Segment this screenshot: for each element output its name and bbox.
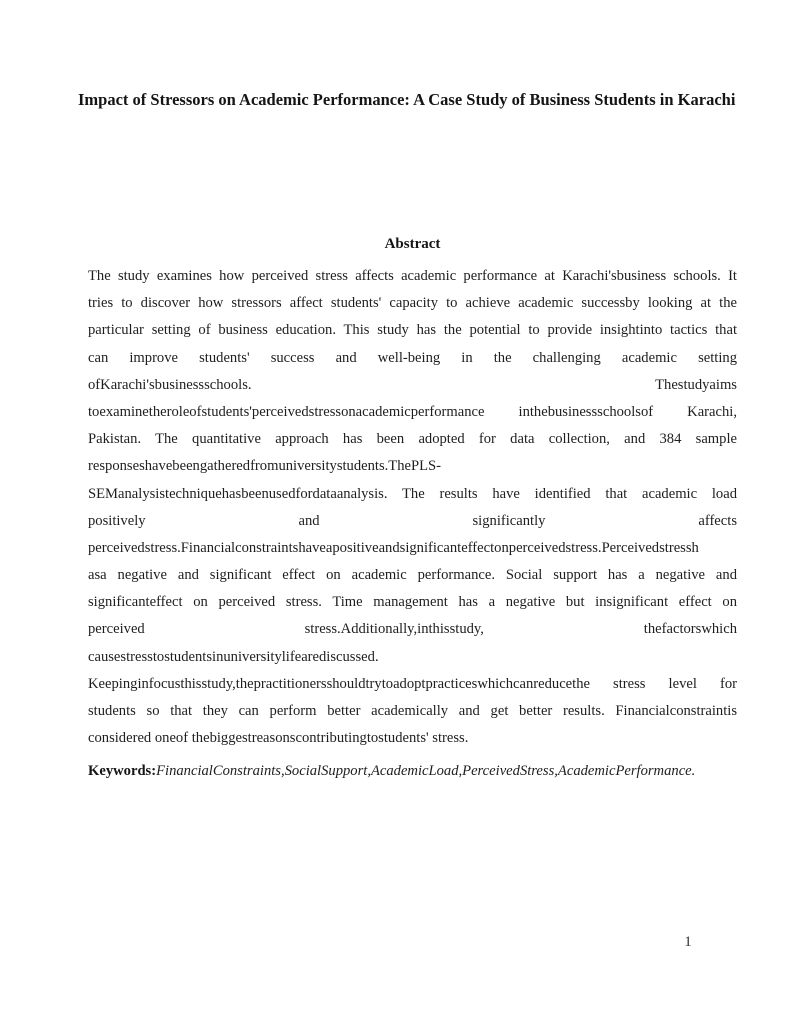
abstract-line: positively and significantly affects bbox=[88, 512, 737, 529]
abstract-line: Pakistan. The quantitative approach has been adopted for data collection, and 384 sample bbox=[88, 431, 737, 448]
abstract-line: asa negative and significant effect on academic performance. Social support has a negative and bbox=[88, 567, 737, 584]
abstract-line: tries to discover how stressors affect students' capacity to achieve academic successby looking at the bbox=[88, 295, 737, 312]
abstract-line: perceivedstress.Financialconstraintshaveapositiveandsignificanteffectonperceivedstress.Perceivedstressh bbox=[88, 539, 699, 556]
abstract-line: considered oneof thebiggestreasonscontributingtostudents' stress. bbox=[88, 730, 469, 747]
abstract-line: The study examines how perceived stress affects academic performance at Karachi'sbusiness schools. It bbox=[88, 268, 737, 284]
page-number: 1 bbox=[684, 934, 692, 950]
abstract-line: ofKarachi'sbusinessschools. Thestudyaims bbox=[88, 376, 737, 393]
abstract-heading: Abstract bbox=[384, 236, 441, 252]
keywords-label: Keywords: bbox=[88, 763, 157, 779]
abstract-line: responseshavebeengatheredfromuniversitystudents.ThePLS- bbox=[88, 458, 441, 475]
abstract-line: causestresstostudentsinuniversitylifearediscussed. bbox=[88, 648, 379, 665]
abstract-line: toexaminetheroleofstudents'perceivedstressonacademicperformance inthebusinessschoolsof Karachi, bbox=[88, 403, 737, 420]
abstract-line: Keepinginfocusthisstudy,thepractitionersshouldtrytoadoptpracticeswhichcanreducethe stress level for bbox=[88, 675, 737, 692]
keywords-text: FinancialConstraints,SocialSupport,AcademicLoad,PerceivedStress,AcademicPerformance. bbox=[156, 763, 696, 779]
keywords-line bbox=[88, 761, 748, 781]
abstract-line: SEManalysistechniquehasbeenusedfordataanalysis. The results have identified that academic load bbox=[88, 485, 737, 502]
abstract-line: can improve students' success and well-being in the challenging academic setting bbox=[88, 349, 737, 366]
abstract-line: significanteffect on perceived stress. Time management has a negative but insignificant effect on bbox=[88, 594, 737, 611]
abstract-line: students so that they can perform better academically and get better results. Financialconstraintis bbox=[88, 703, 737, 719]
abstract-body bbox=[88, 263, 737, 752]
abstract-line: perceived stress.Additionally,inthisstudy, thefactorswhich bbox=[88, 621, 737, 638]
abstract-line: particular setting of business education. This study has the potential to provide insightinto tactics that bbox=[88, 322, 737, 339]
paper-title: Impact of Stressors on Academic Performance: A Case Study of Business Students in Karachi bbox=[78, 90, 736, 110]
